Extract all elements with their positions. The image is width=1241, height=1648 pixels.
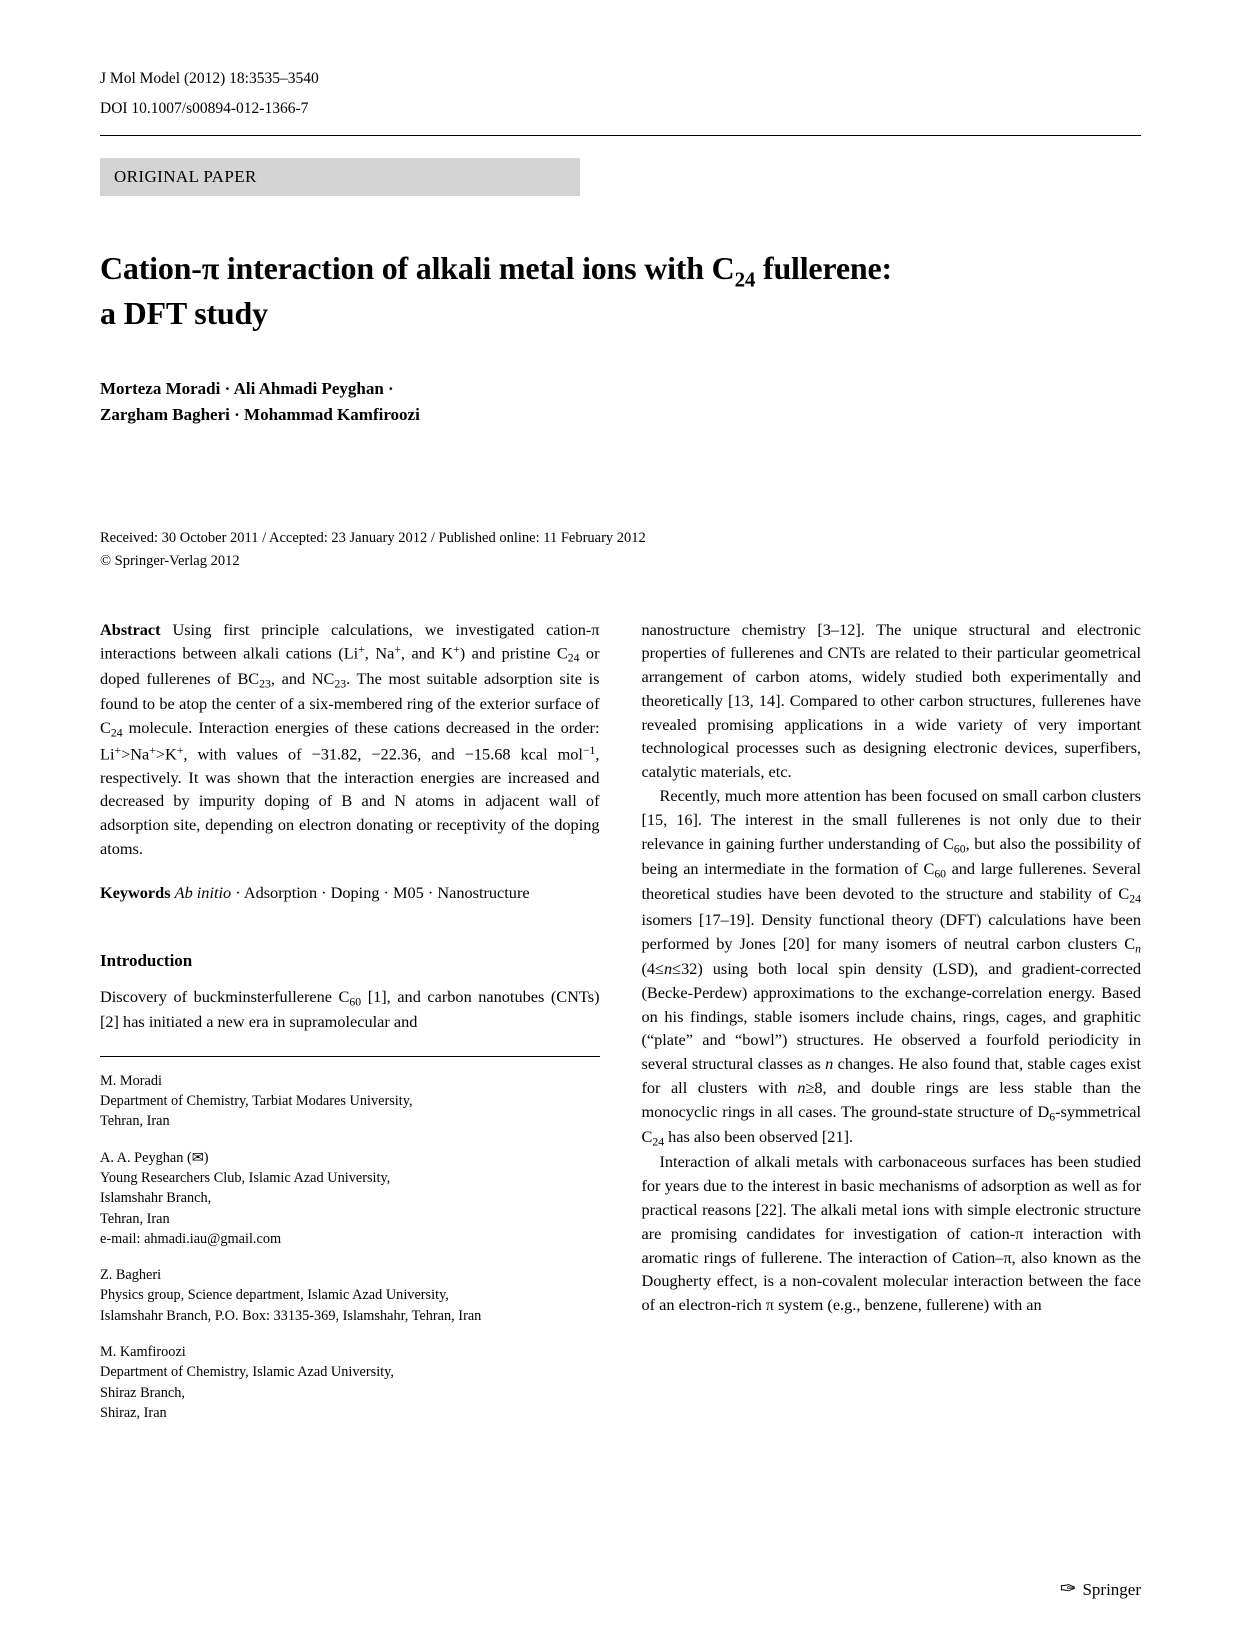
journal-header	[100, 68, 1141, 121]
affiliation-line: Islamshahr Branch, P.O. Box: 33135-369, Islamshahr, Tehran, Iran	[100, 1307, 482, 1324]
body-paragraph-2: Recently, much more attention has been focused on small carbon clusters [15, 16]. The interest in the small fullerenes is not only due to their relevance in gaining further understanding of $C_{60}$, but also the possibility of being an intermediate in the formation of $C_{60}$ and large fullerenes. Several theoretical studies have been devoted to the structure and stability of $C_{24}$ isomers [17–19]. Density functional theory (DFT) calculations have been performed by Jones [20] for many isomers of neutral carbon clusters $C_n$ (4≤n≤32) using both local spin density (LSD), and gradient-corrected (Becke-Perdew) approximations to the exchange-correlation energy. Based on his findings, stable isomers include chains, rings, cages, and graphitic (“plate” and “bowl”) structures. He observed a fourfold periodicity in several structural classes as n changes. He also found that, stable cages exist for all clusters with n≥8, and double rings are less stable than the monocyclic rings in all cases. The ground-state structure of $D_6$-symmetrical $C_{24}$ has also been observed [21].	[641, 786, 1141, 1149]
right-column	[642, 618, 1142, 1440]
affiliation-name: Z. Bagheri	[100, 1267, 162, 1284]
abstract-paragraph: Abstract Using first principle calculations, we investigated cation-π interactions between alkali cations (Li+, Na+, and K+) and pristine $C_{24}$ or doped fullerenes of $BC_{23}$, and $NC_{23}$. The most suitable adsorption site is found to be atop the center of a six-membered ring of the exterior surface of $C_{24}$ molecule. Interaction energies of these cations decreased in the order: Li+>Na+>K+, with values of −31.82, −22.36, and −15.68 kcal mol$^{-1}$, respectively. It was shown that the interaction energies are increased and decreased by impurity doping of B and N atoms in adjacent wall of adsorption site, depending on electron donating or receptivity of the doping atoms.	[100, 619, 600, 858]
affiliation-line: Shiraz, Iran	[100, 1404, 167, 1421]
affiliation-email[interactable]: e-mail: ahmadi.iau@gmail.com	[100, 1230, 282, 1247]
affiliation-block	[100, 1265, 600, 1326]
keywords-block: Keywords Ab initio · Adsorption · Doping · M05 · Nanostructure	[100, 882, 530, 902]
paper-type-banner: ORIGINAL PAPER	[100, 158, 580, 196]
journal-reference: J Mol Model (2012) 18:3535–3540	[100, 70, 319, 87]
body-columns	[100, 618, 1141, 1440]
title-line-1-post: fullerene:	[755, 249, 892, 286]
body-paragraph-1: nanostructure chemistry [3–12]. The unique structural and electronic properties of fullerenes and CNTs are related to their particular geometrical arrangement of carbon atoms, widely studied both experimentally and theoretically [13, 14]. Compared to other carbon structures, fullerenes have revealed promising applications in a wide variety of very important technological processes such as designing electronic devices, superfibers, catalytic materials, etc.	[641, 619, 1141, 782]
affiliation-name: A. A. Peyghan (✉)	[100, 1149, 209, 1166]
affiliation-block	[100, 1071, 600, 1132]
page-title	[100, 248, 1141, 334]
publication-dates: Received: 30 October 2011 / Accepted: 23 January 2012 / Published online: 11 February 2012	[100, 530, 646, 547]
affiliation-name: M. Moradi	[100, 1072, 162, 1089]
intro-paragraph-1: Discovery of buckminsterfullerene $C_{60}$ [1], and carbon nanotubes (CNTs) [2] has initiated a new era in supramolecular and	[100, 986, 600, 1031]
affiliation-line: Shiraz Branch,	[100, 1384, 185, 1401]
author-line-1: Morteza Moradi · Ali Ahmadi Peyghan ·	[100, 379, 394, 399]
affiliation-line: Department of Chemistry, Tarbiat Modares University,	[100, 1093, 413, 1110]
abstract-label: Abstract	[100, 619, 161, 639]
title-line-1-pre: Cation-π interaction of alkali metal ions with C	[100, 249, 735, 286]
affiliation-line: Tehran, Iran	[100, 1113, 170, 1130]
publisher-name: Springer	[1082, 1580, 1141, 1599]
keywords-items: Ab initio	[174, 882, 232, 902]
affiliation-name: M. Kamfiroozi	[100, 1343, 186, 1360]
affiliation-line: Department of Chemistry, Islamic Azad University,	[100, 1364, 394, 1381]
author-line-2: Zargham Bagheri · Mohammad Kamfiroozi	[100, 404, 420, 424]
section-heading-introduction: Introduction	[100, 950, 193, 970]
affiliation-block	[100, 1342, 600, 1423]
affiliation-line: Islamshahr Branch,	[100, 1190, 212, 1207]
body-paragraph-3: Interaction of alkali metals with carbonaceous surfaces has been studied for years due to the interest in basic mechanisms of adsorption as well as for practical reasons [22]. The alkali metal ions with simple electronic structure are promising candidates for investigation of cation-π interaction with aromatic rings of fullerene. The interaction of Cation–π, also known as the Dougherty effect, is a non-covalent molecular interaction between the face of an electron-rich π system (e.g., benzene, fullerene) with an	[641, 1152, 1141, 1315]
publisher-footer	[1060, 1580, 1141, 1600]
title-subscript: 24	[734, 267, 756, 292]
affiliation-line: Young Researchers Club, Islamic Azad University,	[100, 1169, 391, 1186]
title-line-2: a DFT study	[100, 295, 268, 332]
footnote-divider	[100, 1056, 600, 1057]
affiliation-line: Physics group, Science department, Islamic Azad University,	[100, 1287, 449, 1304]
copyright-line: © Springer-Verlag 2012	[100, 553, 240, 570]
doi-line: DOI 10.1007/s00894-012-1366-7	[100, 100, 309, 118]
affiliation-line: Tehran, Iran	[100, 1210, 170, 1227]
keywords-label: Keywords	[100, 882, 171, 902]
left-column	[100, 618, 600, 1440]
springer-logo-icon: ✑	[1059, 1578, 1077, 1600]
affiliation-block	[100, 1148, 600, 1249]
author-list	[100, 376, 1141, 427]
